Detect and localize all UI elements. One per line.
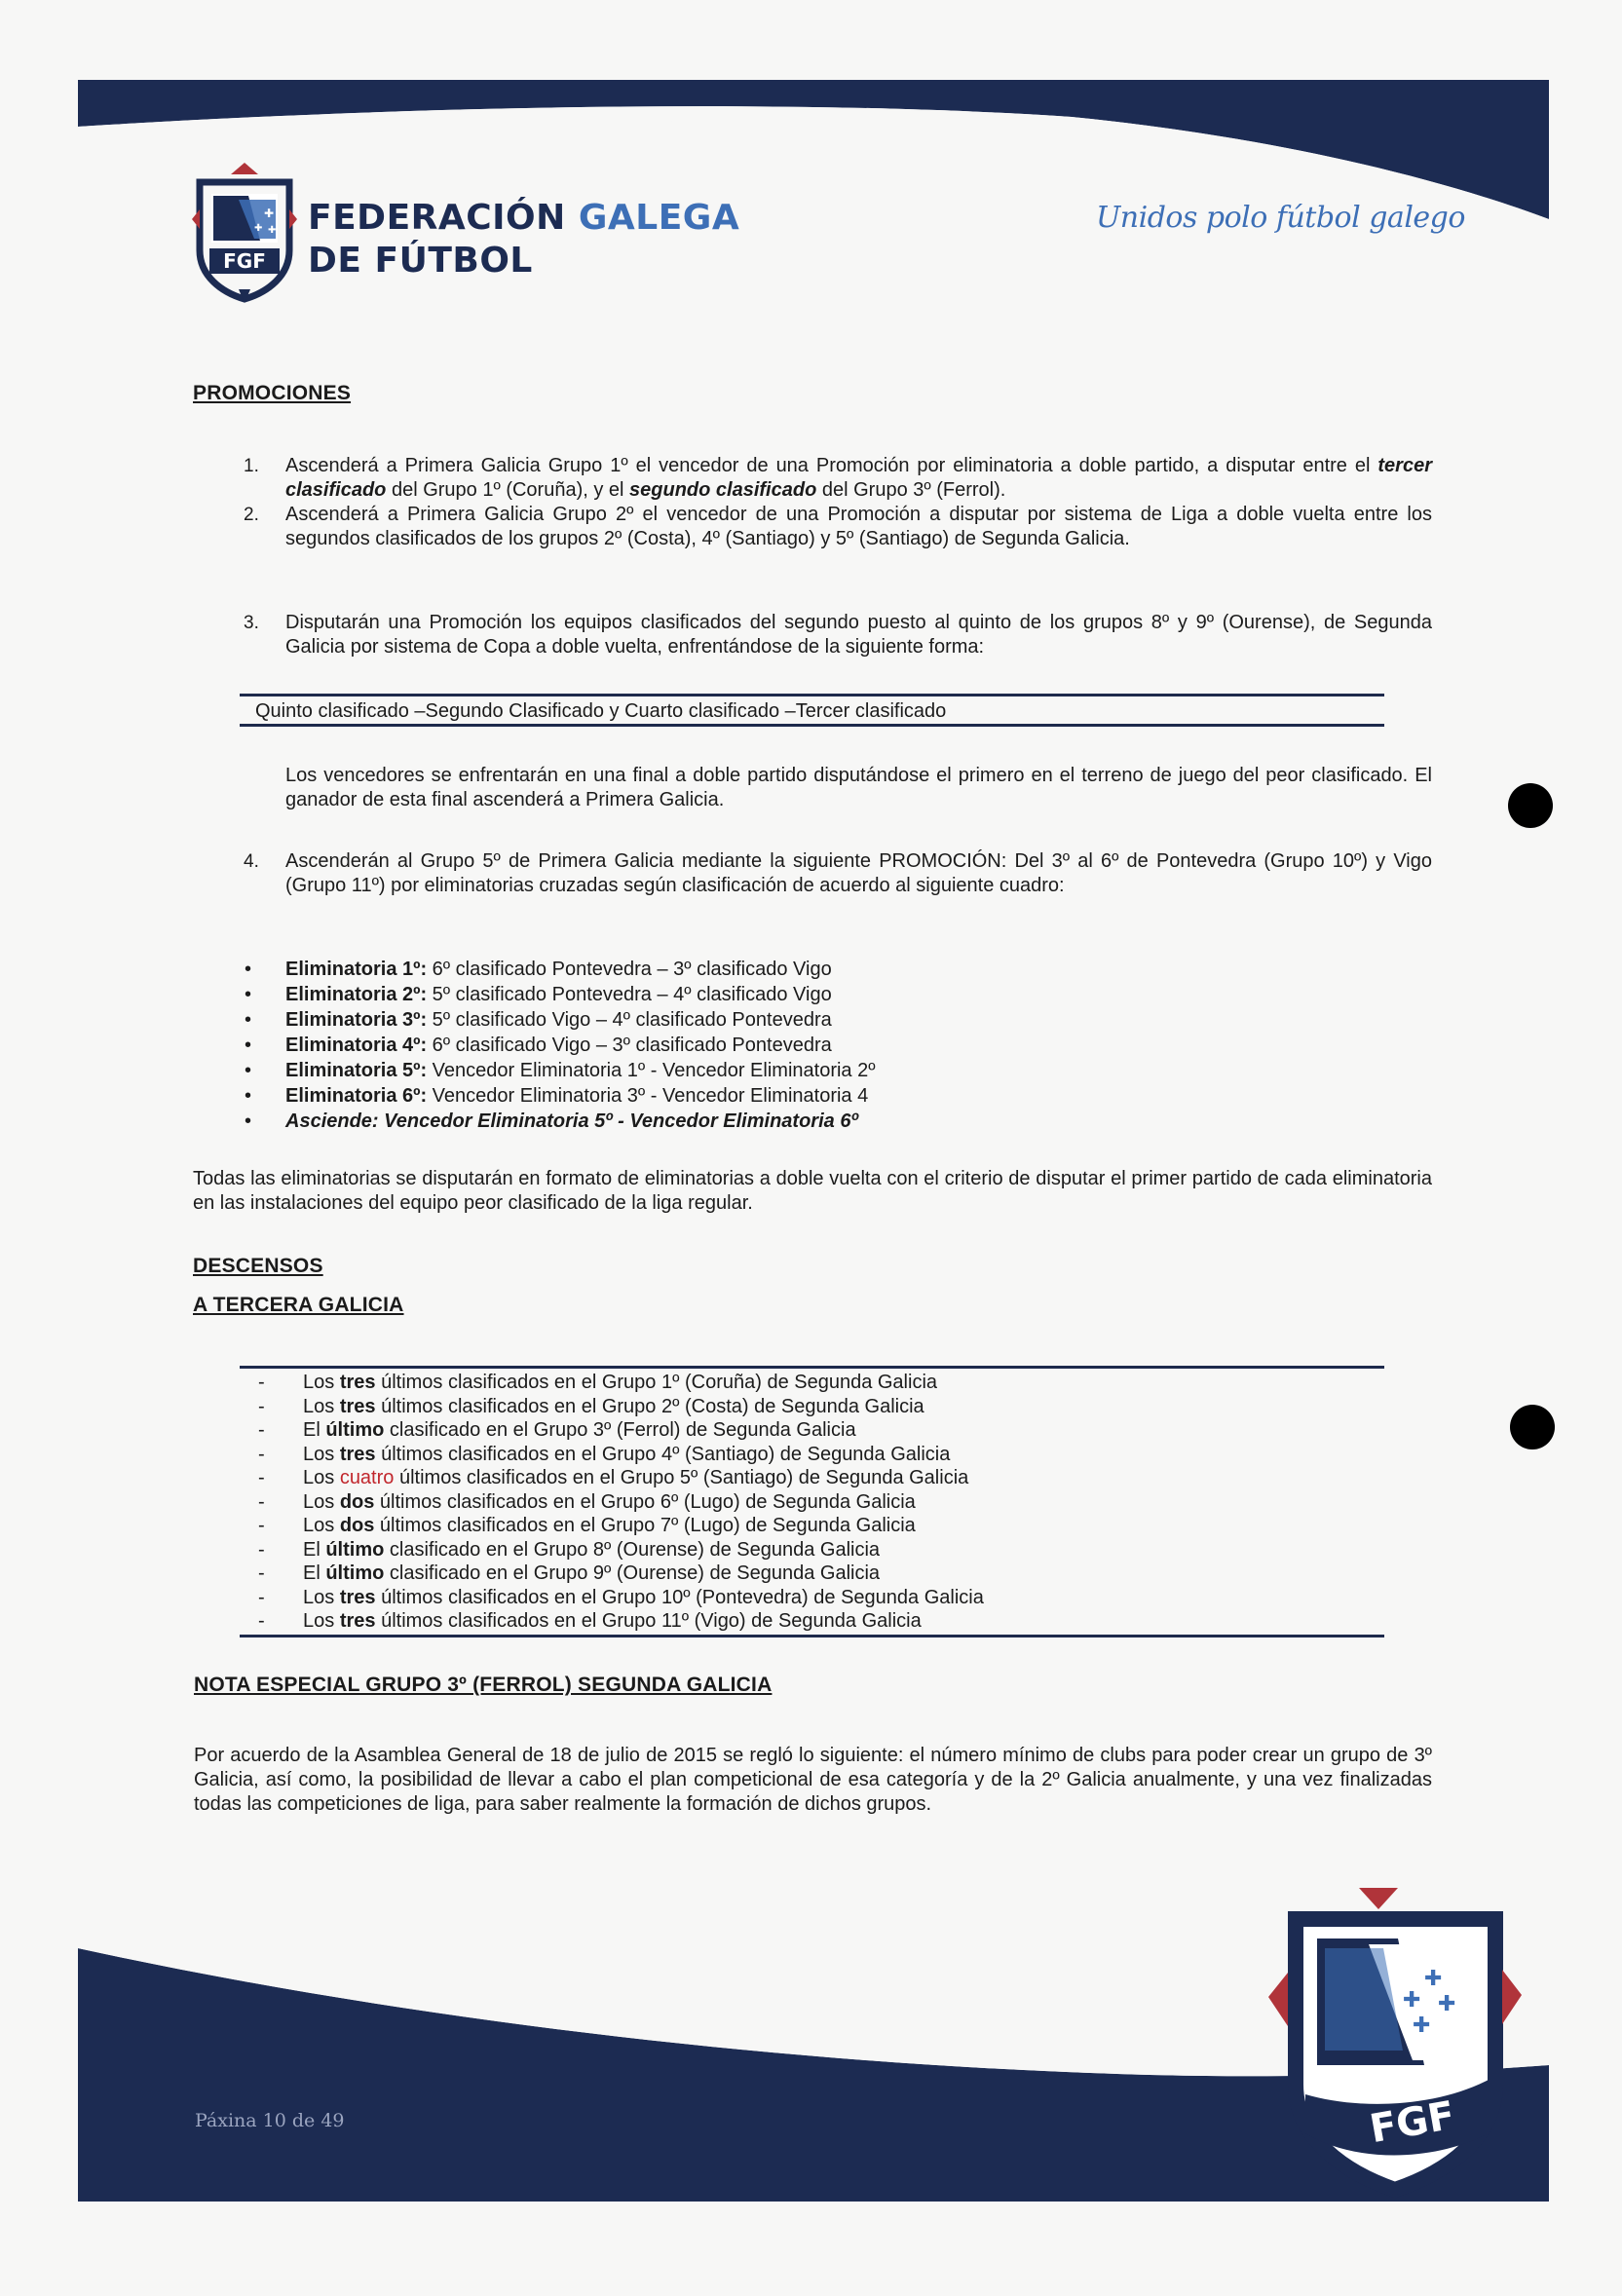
promociones-heading: PROMOCIONES: [193, 382, 352, 404]
final-paragraph: Los vencedores se enfrentarán en una final a doble partido disputándose el primero en el terreno de juego del peor clasificado. El ganador de esta final ascenderá a Primera Galicia.: [285, 765, 1432, 810]
descensos-top-rule: [240, 1366, 1384, 1369]
promo-item-1: [285, 454, 1432, 503]
eliminatoria-item: • Eliminatoria 4º: 6º clasificado Vigo – 3º clasificado Pontevedra: [245, 1035, 832, 1056]
item-number-4: 4.: [244, 851, 259, 872]
descenso-row: - Los cuatro últimos clasificados en el Grupo 5º (Santiago) de Segunda Galicia: [258, 1467, 969, 1488]
descenso-row: - Los tres últimos clasificados en el Grupo 4º (Santiago) de Segunda Galicia: [258, 1443, 951, 1465]
promo-item-1-em-segundo: segundo clasificado: [629, 479, 817, 501]
promo-item-1-text-c: del Grupo 3º (Ferrol).: [816, 479, 1006, 501]
descenso-row: - Los dos últimos clasificados en el Grupo 7º (Lugo) de Segunda Galicia: [258, 1515, 916, 1536]
svg-text:✚: ✚: [268, 225, 277, 236]
descenso-row: - Los dos últimos clasificados en el Grupo 6º (Lugo) de Segunda Galicia: [258, 1490, 916, 1513]
promo-item-4: Ascenderán al Grupo 5º de Primera Galicia mediante la siguiente PROMOCIÓN: Del 3º al 6º de Pontevedra (Grupo 10º) y Vigo (Grupo 11º) por eliminatorias cruzadas según clasificación de acuerdo al siguiente cuadro:: [285, 850, 1432, 896]
svg-text:✚: ✚: [264, 207, 275, 220]
descenso-row: - El último clasificado en el Grupo 8º (Ourense) de Segunda Galicia: [258, 1538, 881, 1561]
descensos-list: [258, 1371, 1375, 1634]
punch-hole: [1510, 1405, 1555, 1449]
page-number: Páxina 10 de 49: [195, 2110, 345, 2131]
svg-text:✚: ✚: [1413, 2014, 1431, 2038]
boxed-line: Quinto clasificado –Segundo Clasificado y Cuarto clasificado –Tercer clasificado: [255, 700, 947, 722]
org-name-galega: GALEGA: [578, 198, 740, 238]
footer-logo-abbr: FGF: [1366, 2092, 1458, 2153]
nota-paragraph: Por acuerdo de la Asamblea General de 18 de julio de 2015 se regló lo siguiente: el número mínimo de clubs para poder crear un grupo de 3º Galicia, así como, la posibilidad de llevar a cabo el plan competicional de esa categoría y de la 2º Galicia anualmente, y una vez finalizadas todas las competiciones de liga, para saber realmente la formación de dichos grupos.: [194, 1745, 1432, 1815]
eliminatoria-item: • Eliminatoria 1º: 6º clasificado Pontevedra – 3º clasificado Vigo: [245, 959, 832, 980]
item-number-2: 2.: [244, 505, 259, 525]
descenso-row: - Los tres últimos clasificados en el Grupo 10º (Pontevedra) de Segunda Galicia: [258, 1586, 984, 1608]
boxed-line-top-rule: [240, 694, 1384, 696]
eliminatorias-list: [245, 957, 1357, 1134]
promo-item-1-text-a: Ascenderá a Primera Galicia Grupo 1º el vencedor de una Promoción por eliminatoria a doble partido, a disputar entre el: [285, 455, 1378, 476]
punch-hole: [1508, 783, 1553, 828]
eliminatoria-item: • Eliminatoria 3º: 5º clasificado Vigo – 4º clasificado Pontevedra: [245, 1009, 832, 1031]
descenso-row: - Los tres últimos clasificados en el Grupo 2º (Costa) de Segunda Galicia: [258, 1395, 924, 1417]
svg-text:✚: ✚: [1403, 1988, 1421, 2013]
tercera-galicia-heading: A TERCERA GALICIA: [193, 1294, 404, 1316]
promo-item-2: Ascenderá a Primera Galicia Grupo 2º el vencedor de una Promoción a disputar por sistema de Liga a doble vuelta entre los segundos clasificados de los grupos 2º (Costa), 4º (Santiago) y 5º (Santiago) de Segunda Galicia.: [285, 504, 1432, 549]
descenso-row: - El último clasificado en el Grupo 3º (Ferrol) de Segunda Galicia: [258, 1419, 856, 1441]
descenso-row: - El último clasificado en el Grupo 9º (Ourense) de Segunda Galicia: [258, 1562, 881, 1584]
closing-paragraph: Todas las eliminatorias se disputarán en formato de eliminatorias a doble vuelta con el criterio de disputar el primer partido de cada eliminatoria en las instalaciones del equipo peor clasificado de la liga regular.: [193, 1168, 1432, 1214]
descenso-row: - Los tres últimos clasificados en el Grupo 1º (Coruña) de Segunda Galicia: [258, 1372, 938, 1393]
org-name: [308, 197, 739, 282]
promo-item-3: Disputarán una Promoción los equipos clasificados del segundo puesto al quinto de los grupos 8º y 9º (Ourense), de Segunda Galicia por sistema de Copa a doble vuelta, enfrentándose de la siguiente forma:: [285, 612, 1432, 658]
item-number-3: 3.: [244, 613, 259, 633]
svg-text:✚: ✚: [254, 223, 263, 234]
descenso-row: - Los tres últimos clasificados en el Grupo 11º (Vigo) de Segunda Galicia: [258, 1610, 922, 1632]
svg-text:✚: ✚: [1424, 1967, 1443, 1991]
eliminatoria-item: • Eliminatoria 2º: 5º clasificado Pontevedra – 4º clasificado Vigo: [245, 984, 832, 1005]
boxed-line-bottom-rule: [240, 724, 1384, 727]
promo-item-1-em-tercer: tercer clasificado: [285, 455, 1432, 501]
org-name-defutbol: DE FÚTBOL: [308, 241, 533, 281]
fgf-footer-logo: [1266, 1880, 1529, 2202]
promo-item-1-text-b: del Grupo 1º (Coruña), y el: [386, 479, 630, 501]
logo-abbr: FGF: [223, 249, 266, 273]
eliminatoria-item: • Eliminatoria 5º: Vencedor Eliminatoria 1º - Vencedor Eliminatoria 2º: [245, 1060, 876, 1081]
eliminatoria-item: • Eliminatoria 6º: Vencedor Eliminatoria 3º - Vencedor Eliminatoria 4: [245, 1085, 869, 1107]
tagline: Unidos polo fútbol galego: [1096, 201, 1465, 235]
descensos-bottom-rule: [240, 1635, 1384, 1637]
fgf-logo: [190, 161, 299, 307]
item-number-1: 1.: [244, 456, 259, 476]
org-name-federacion: FEDERACIÓN: [308, 198, 566, 238]
nota-heading: NOTA ESPECIAL GRUPO 3º (FERROL) SEGUNDA GALICIA: [194, 1674, 773, 1696]
descensos-heading: DESCENSOS: [193, 1255, 323, 1277]
asciende-item: • Asciende: Vencedor Eliminatoria 5º - Vencedor Eliminatoria 6º: [245, 1110, 858, 1132]
svg-text:✚: ✚: [1438, 1992, 1456, 2016]
